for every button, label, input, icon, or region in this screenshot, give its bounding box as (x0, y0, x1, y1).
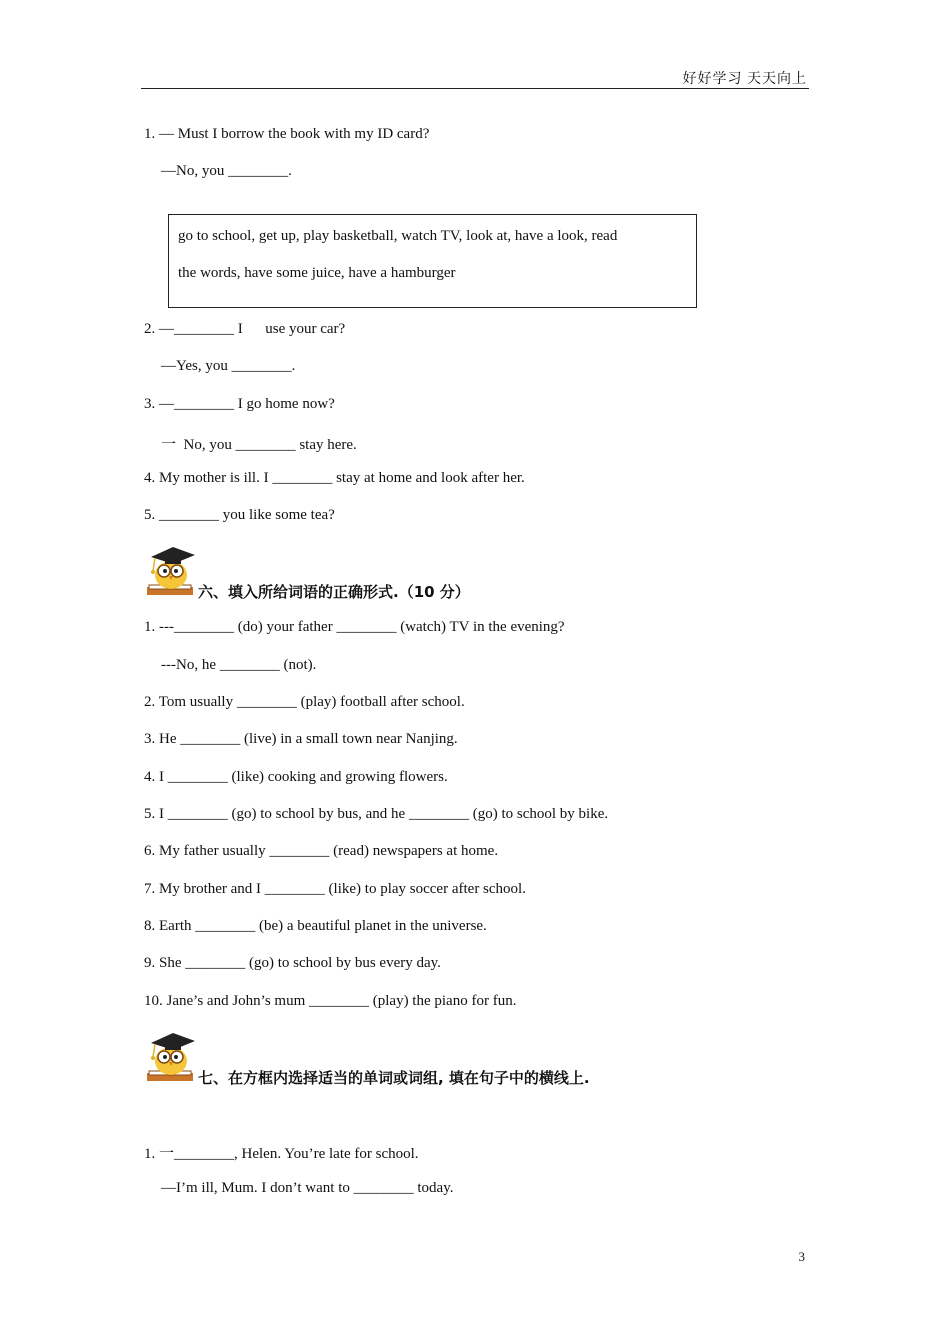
header-rule (141, 88, 809, 89)
header-motto: 好好学习 天天向上 (682, 72, 807, 87)
s5-q2-answer: —Yes, you ________. (161, 358, 296, 374)
s5-q1-question: 1. — Must I borrow the book with my ID card? (144, 126, 430, 142)
page-number: 3 (798, 1249, 805, 1264)
s5-q5: 5. ________ you like some tea? (144, 507, 335, 523)
s5-q2-question: 2. —________ I use your car? (144, 321, 346, 337)
section-7-title: 七、在方框内选择适当的单词或词组, 填在句子中的横线上. (198, 1069, 590, 1087)
s6-item-2: 2. Tom usually ________ (play) football after school. (144, 694, 465, 710)
s6-item-8: 8. Earth ________ (be) a beautiful planet in the universe. (144, 918, 487, 934)
section-6-title: 六、填入所给词语的正确形式.（10 分） (198, 583, 470, 601)
s6-item-10: 10. Jane’s and John’s mum ________ (play) the piano for fun. (144, 993, 517, 1009)
s7-q1-answer: —I’m ill, Mum. I don’t want to ________ today. (161, 1180, 454, 1196)
s6-item-7: 7. My brother and I ________ (like) to play soccer after school. (144, 881, 526, 897)
s5-q3-answer: 一 No, you ________ stay here. (161, 437, 357, 453)
s6-item-3: 3. He ________ (live) in a small town near Nanjing. (144, 731, 458, 747)
s5-q1-answer: —No, you ________. (161, 163, 292, 179)
graduate-owl-icon (143, 543, 197, 599)
word-box (168, 214, 697, 308)
s7-q1-question: 1. 一________, Helen. You’re late for school. (144, 1146, 419, 1162)
s6-item-1-answer: ---No, he ________ (not). (161, 657, 317, 673)
word-box-line-2: the words, have some juice, have a hamburger (178, 265, 456, 281)
s6-item-5: 5. I ________ (go) to school by bus, and he ________ (go) to school by bike. (144, 806, 609, 822)
s6-item-4: 4. I ________ (like) cooking and growing flowers. (144, 769, 448, 785)
s6-item-6: 6. My father usually ________ (read) newspapers at home. (144, 843, 499, 859)
graduate-owl-icon (143, 1029, 197, 1085)
s6-item-9: 9. She ________ (go) to school by bus every day. (144, 955, 441, 971)
word-box-line-1: go to school, get up, play basketball, watch TV, look at, have a look, read (178, 228, 618, 244)
s5-q3-question: 3. —________ I go home now? (144, 396, 335, 412)
s5-q4: 4. My mother is ill. I ________ stay at home and look after her. (144, 470, 525, 486)
s6-item-1: 1. ---________ (do) your father ________ (watch) TV in the evening? (144, 619, 565, 635)
